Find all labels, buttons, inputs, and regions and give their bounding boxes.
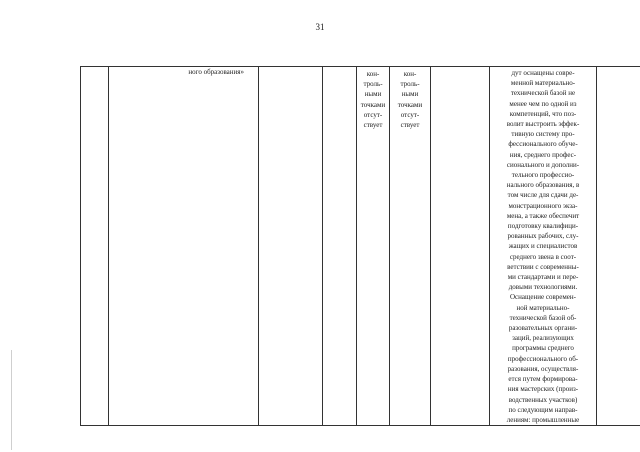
description-line: сионального и дополни- (506, 160, 580, 169)
description-line: среднего звена в соот- (509, 252, 577, 261)
control-points-line: троль- (363, 80, 383, 89)
description-line: рованных рабочих, слу- (507, 232, 579, 241)
description-line: подготовку квалифици- (507, 222, 579, 231)
description-line: технической базой об- (509, 313, 577, 322)
cell-col4 (323, 67, 357, 426)
description-line: лениям: промышленные (506, 415, 580, 424)
description-text (490, 67, 596, 425)
description-line: ния мастерских (произ- (507, 385, 579, 394)
description-line: менной материально- (510, 79, 576, 88)
description-line: по следующим направ- (508, 405, 578, 414)
control-points-line: ными (364, 90, 382, 99)
description-line: ми стандартами и пере- (507, 273, 579, 282)
description-line: ветствии с современны- (507, 262, 579, 271)
description-line: разования, осуществля- (507, 364, 579, 373)
description-line: водственных участков) (508, 395, 578, 404)
cell-description (490, 67, 597, 426)
description-line: дут оснащены совре- (511, 69, 575, 77)
page-number: 31 (315, 22, 325, 32)
control-points-text-2 (390, 68, 430, 130)
description-line: ния, среднего профес- (509, 150, 577, 159)
description-line: ется путем формирова- (508, 375, 578, 384)
description-line: монстрационного экза- (508, 201, 578, 210)
description-line: компетенций, что поз- (509, 109, 577, 118)
cell-col9 (597, 67, 640, 426)
description-line: нального образования, в (506, 181, 580, 190)
control-points-line: ствует (400, 121, 420, 130)
control-points-line: точками (360, 100, 386, 109)
description-line: том числе для сдачи де- (507, 191, 579, 200)
description-line: Оснащение современ- (510, 293, 576, 302)
description-line: мена, а также обеспечит (506, 211, 580, 220)
project-name-text: ного образования» (188, 68, 244, 76)
control-points-line: отсут- (363, 110, 383, 119)
control-points-text-1 (357, 68, 389, 130)
description-line: тельного профессио- (511, 171, 575, 180)
control-points-line: ствует (363, 121, 383, 130)
cell-project-name (109, 67, 259, 426)
control-points-line: отсут- (400, 110, 420, 119)
cell-control-points-1 (357, 67, 390, 426)
description-line: жащих и специалистов (508, 242, 578, 251)
scan-edge-line (11, 350, 12, 450)
description-line: разовательных органи- (508, 324, 578, 333)
description-line: технической базой не (510, 89, 576, 98)
description-line: фессионального обуче- (508, 140, 578, 149)
table-row (81, 67, 640, 426)
control-points-line: кон- (366, 70, 380, 78)
control-points-line: ными (401, 90, 419, 99)
description-line: довыми технологиями. (508, 283, 578, 292)
control-points-line: кон- (403, 70, 417, 78)
cell-col7 (431, 67, 490, 426)
description-line: менее чем по одной из (509, 99, 577, 108)
control-points-line: троль- (400, 80, 420, 89)
description-line: тивную систему про- (511, 130, 575, 139)
control-points-line: точками (397, 100, 423, 109)
cell-index (81, 67, 109, 426)
description-line: ной материально- (516, 303, 570, 312)
document-table (80, 66, 640, 426)
cell-col3 (259, 67, 323, 426)
description-line: заций, реализующих (512, 334, 574, 343)
description-line: профессионального об- (507, 354, 579, 363)
cell-control-points-2 (390, 67, 431, 426)
description-line: волит выстроить эффек- (506, 120, 580, 129)
description-line: программы среднего (512, 344, 574, 353)
